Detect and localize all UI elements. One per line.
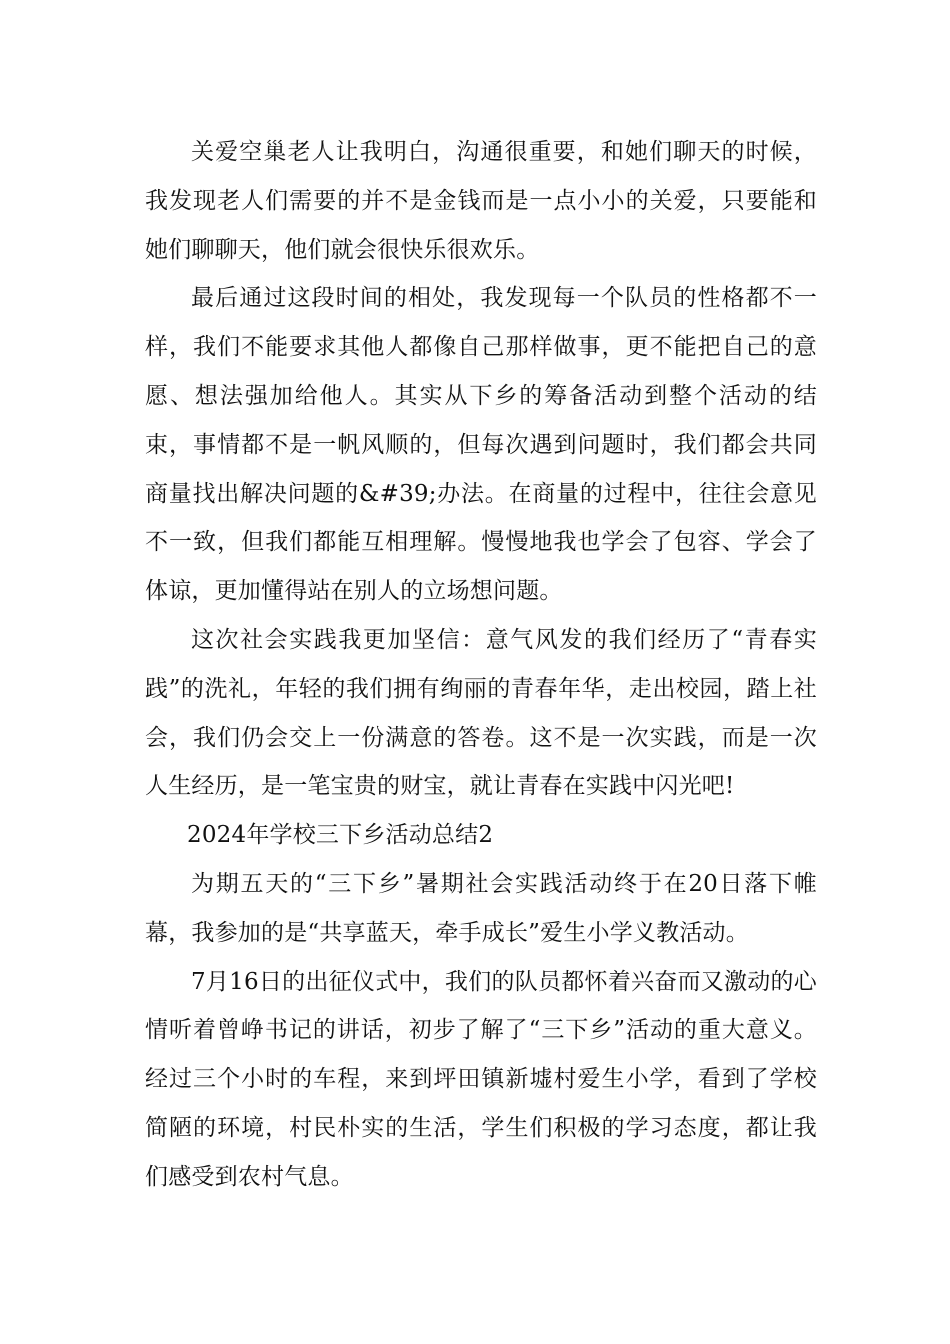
paragraph-five-day-activity: 为期五天的“三下乡”暑期社会实践活动终于在20日落下帷幕，我参加的是“共享蓝天，牵手成长”爱生小学义教活动。 [145,870,817,946]
paragraph-elderly-care: 关爱空巢老人让我明白，沟通很重要，和她们聊天的时候，我发现老人们需要的并不是金钱而是一点小小的关爱，只要能和她们聊聊天，他们就会很快乐很欢乐。 [145,139,817,263]
paragraph-departure-ceremony: 7月16日的出征仪式中，我们的队员都怀着兴奋而又激动的心情听着曾峥书记的讲话，初步了解了“三下乡”活动的重大意义。经过三个小时的车程，来到坪田镇新墟村爱生小学，看到了学校简陋的环境，村民朴实的生活，学生们积极的学习态度，都让我们感受到农村气息。 [145,968,817,1190]
paragraph-social-practice-belief: 这次社会实践我更加坚信：意气风发的我们经历了“青春实践”的洗礼，年轻的我们拥有绚丽的青春年华，走出校园，踏上社会，我们仍会交上一份满意的答卷。这不是一次实践，而是一次人生经历，是一笔宝贵的财宝，就让青春在实践中闪光吧! [145,626,817,800]
paragraph-team-getting-along: 最后通过这段时间的相处，我发现每一个队员的性格都不一样，我们不能要求其他人都像自己那样做事，更不能把自己的意愿、想法强加给他人。其实从下乡的筹备活动到整个活动的结束，事情都不是一帆风顺的，但每次遇到问题时，我们都会共同商量找出解决问题的&#39;办法。在商量的过程中，往往会意见不一致，但我们都能互相理解。慢慢地我也学会了包容、学会了体谅，更加懂得站在别人的立场想问题。 [145,285,817,605]
document-body [145,128,817,1202]
section-heading: 2024年学校三下乡活动总结2 [187,822,494,849]
